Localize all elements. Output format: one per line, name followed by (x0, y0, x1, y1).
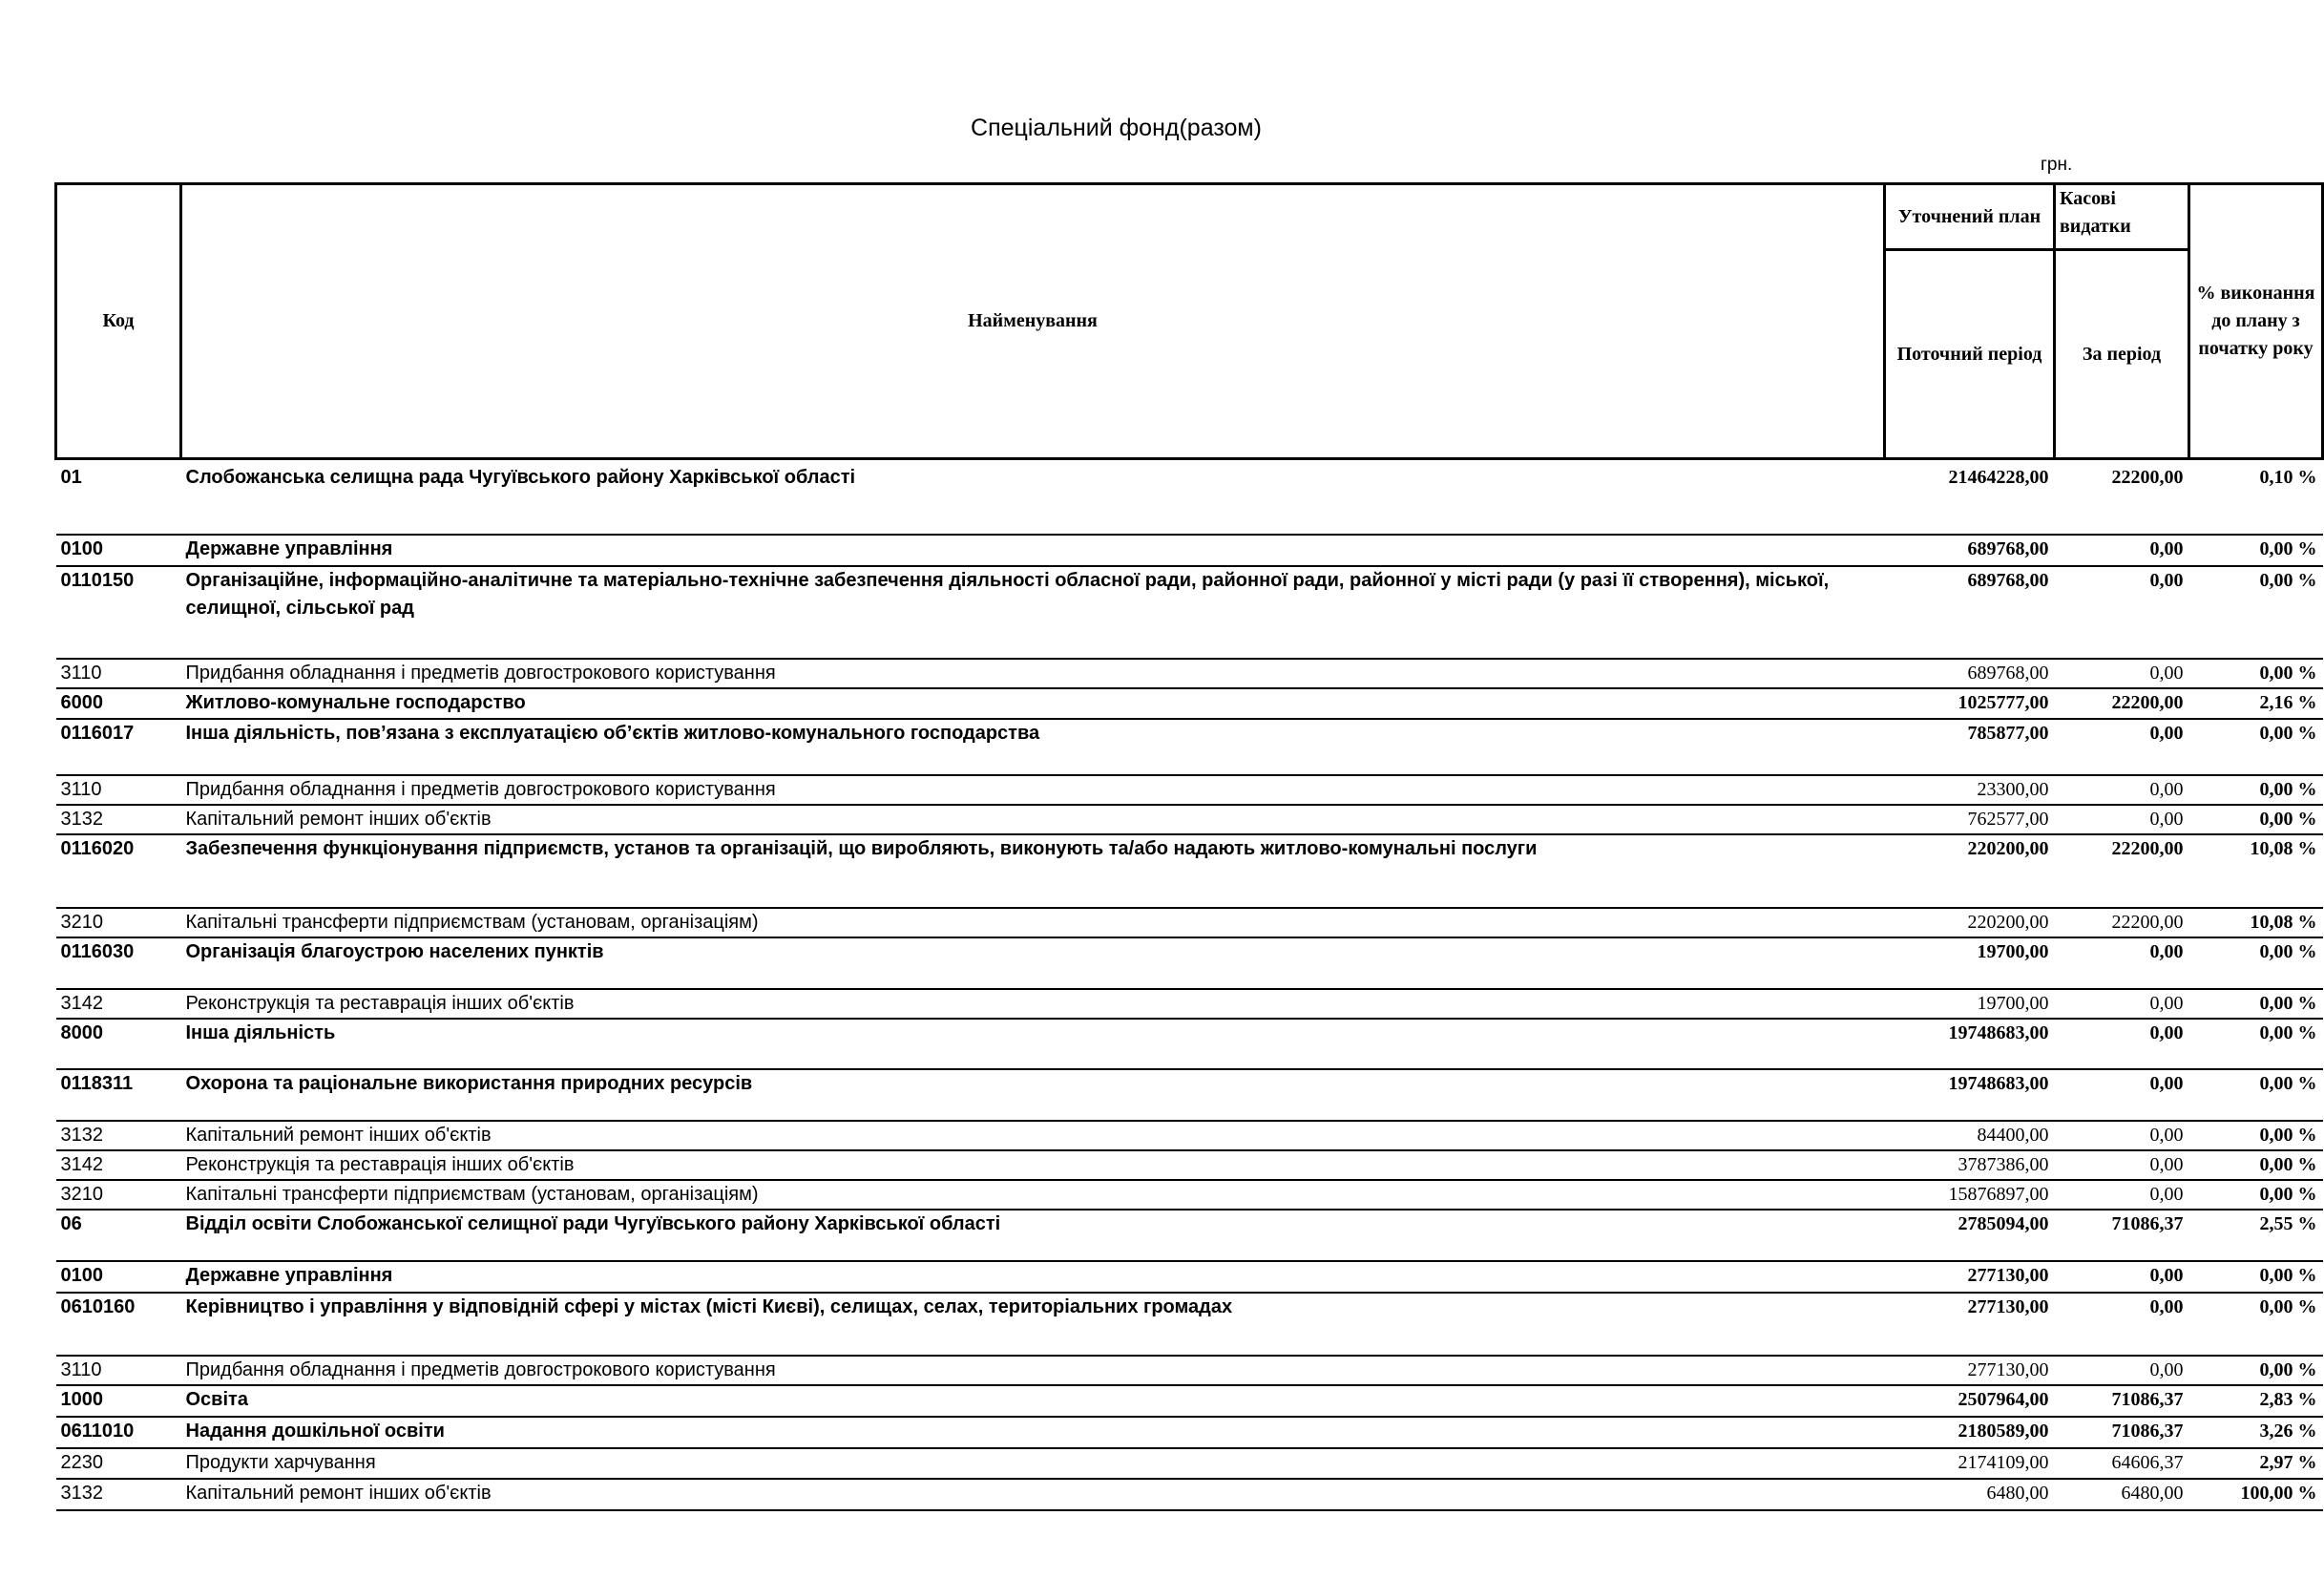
header-cash: Касові видатки (2055, 184, 2189, 250)
table-row (56, 659, 2323, 688)
row-name: Інша діяльність, пов’язана з експлуатацією об’єктів житлово-комунального господарства (181, 719, 1885, 775)
row-percent: 100,00 % (2189, 1479, 2323, 1510)
row-percent: 0,00 % (2189, 719, 2323, 775)
table-row (56, 1019, 2323, 1069)
table-row (56, 1121, 2323, 1150)
row-actual: 71086,37 (2055, 1210, 2189, 1261)
row-actual: 22200,00 (2055, 688, 2189, 719)
row-name: Капітальний ремонт інших об'єктів (181, 1121, 1885, 1150)
table-row (56, 566, 2323, 659)
row-percent: 0,00 % (2189, 1121, 2323, 1150)
row-plan: 277130,00 (1885, 1293, 2055, 1356)
row-actual: 0,00 (2055, 566, 2189, 659)
row-plan: 220200,00 (1885, 908, 2055, 937)
row-percent: 0,00 % (2189, 535, 2323, 566)
row-code: 0110150 (56, 566, 181, 659)
row-name: Реконструкція та реставрація інших об'єктів (181, 989, 1885, 1019)
row-code: 0611010 (56, 1417, 181, 1448)
row-actual: 0,00 (2055, 1261, 2189, 1293)
row-code: 01 (56, 459, 181, 535)
row-percent: 0,00 % (2189, 1069, 2323, 1121)
table-body (56, 459, 2323, 1510)
row-percent: 2,55 % (2189, 1210, 2323, 1261)
header-current-period: Поточний період (1885, 250, 2055, 459)
row-code: 3132 (56, 1121, 181, 1150)
row-actual: 0,00 (2055, 535, 2189, 566)
row-code: 1000 (56, 1385, 181, 1417)
row-name: Організація благоустрою населених пунктів (181, 937, 1885, 989)
row-code: 0116020 (56, 834, 181, 908)
table-row (56, 688, 2323, 719)
header-percent: % виконання до плану з початку року (2189, 184, 2323, 459)
row-actual: 0,00 (2055, 775, 2189, 805)
row-plan: 689768,00 (1885, 535, 2055, 566)
row-code: 0116030 (56, 937, 181, 989)
table-row (56, 805, 2323, 834)
row-name: Державне управління (181, 1261, 1885, 1293)
row-plan: 785877,00 (1885, 719, 2055, 775)
table-row (56, 1150, 2323, 1180)
row-percent: 0,00 % (2189, 659, 2323, 688)
row-percent: 3,26 % (2189, 1417, 2323, 1448)
row-code: 0116017 (56, 719, 181, 775)
row-plan: 84400,00 (1885, 1121, 2055, 1150)
row-percent: 10,08 % (2189, 834, 2323, 908)
table-row (56, 459, 2323, 535)
row-actual: 22200,00 (2055, 908, 2189, 937)
row-percent: 0,00 % (2189, 1019, 2323, 1069)
row-actual: 0,00 (2055, 1121, 2189, 1150)
row-plan: 3787386,00 (1885, 1150, 2055, 1180)
row-name: Організаційне, інформаційно-аналітичне та матеріально-технічне забезпечення діяльності обласної ради, районної ради, районної у місті ради (у разі її створення), міської, селищної, сільської рад (181, 566, 1885, 659)
table-header (56, 184, 2323, 459)
row-name: Надання дошкільної освіти (181, 1417, 1885, 1448)
row-percent: 0,00 % (2189, 1150, 2323, 1180)
header-for-period: За період (2055, 250, 2189, 459)
table-row (56, 1261, 2323, 1293)
row-code: 3110 (56, 1356, 181, 1385)
row-actual: 64606,37 (2055, 1448, 2189, 1479)
row-plan: 689768,00 (1885, 659, 2055, 688)
header-plan: Уточнений план (1885, 184, 2055, 250)
row-actual: 22200,00 (2055, 834, 2189, 908)
row-code: 0100 (56, 535, 181, 566)
table-row (56, 1293, 2323, 1356)
row-plan: 277130,00 (1885, 1356, 2055, 1385)
row-name: Інша діяльність (181, 1019, 1885, 1069)
row-code: 06 (56, 1210, 181, 1261)
row-percent: 0,00 % (2189, 989, 2323, 1019)
row-name: Придбання обладнання і предметів довгострокового користування (181, 1356, 1885, 1385)
row-plan: 277130,00 (1885, 1261, 2055, 1293)
table-row (56, 937, 2323, 989)
row-plan: 15876897,00 (1885, 1180, 2055, 1210)
table-row (56, 1356, 2323, 1385)
row-percent: 0,00 % (2189, 805, 2323, 834)
row-code: 3110 (56, 659, 181, 688)
row-actual: 71086,37 (2055, 1385, 2189, 1417)
table-row (56, 989, 2323, 1019)
row-percent: 0,00 % (2189, 1356, 2323, 1385)
row-code: 3210 (56, 908, 181, 937)
table-row (56, 719, 2323, 775)
row-name: Освіта (181, 1385, 1885, 1417)
row-code: 0610160 (56, 1293, 181, 1356)
row-plan: 6480,00 (1885, 1479, 2055, 1510)
row-percent: 0,00 % (2189, 1261, 2323, 1293)
row-name: Продукти харчування (181, 1448, 1885, 1479)
row-plan: 1025777,00 (1885, 688, 2055, 719)
table-row (56, 1448, 2323, 1479)
row-plan: 762577,00 (1885, 805, 2055, 834)
table-row (56, 1069, 2323, 1121)
table-row (56, 1385, 2323, 1417)
row-code: 3110 (56, 775, 181, 805)
row-name: Охорона та раціональне використання природних ресурсів (181, 1069, 1885, 1121)
row-percent: 0,10 % (2189, 459, 2323, 535)
table-row (56, 1210, 2323, 1261)
row-actual: 0,00 (2055, 1180, 2189, 1210)
row-actual: 0,00 (2055, 719, 2189, 775)
row-plan: 19700,00 (1885, 937, 2055, 989)
row-actual: 0,00 (2055, 989, 2189, 1019)
table-row (56, 908, 2323, 937)
header-code: Код (56, 184, 181, 459)
table-row (56, 834, 2323, 908)
row-actual: 0,00 (2055, 805, 2189, 834)
row-actual: 22200,00 (2055, 459, 2189, 535)
row-name: Державне управління (181, 535, 1885, 566)
row-plan: 689768,00 (1885, 566, 2055, 659)
row-actual: 0,00 (2055, 937, 2189, 989)
table-row (56, 1417, 2323, 1448)
row-name: Житлово-комунальне господарство (181, 688, 1885, 719)
row-code: 3142 (56, 989, 181, 1019)
row-plan: 2180589,00 (1885, 1417, 2055, 1448)
row-code: 6000 (56, 688, 181, 719)
row-plan: 2174109,00 (1885, 1448, 2055, 1479)
row-name: Придбання обладнання і предметів довгострокового користування (181, 775, 1885, 805)
row-name: Капітальні трансферти підприємствам (установам, організаціям) (181, 1180, 1885, 1210)
row-name: Відділ освіти Слобожанської селищної ради Чугуївського району Харківської області (181, 1210, 1885, 1261)
row-code: 3132 (56, 1479, 181, 1510)
row-code: 3142 (56, 1150, 181, 1180)
row-actual: 0,00 (2055, 1293, 2189, 1356)
row-name: Реконструкція та реставрація інших об'єктів (181, 1150, 1885, 1180)
page-title: Спеціальний фонд(разом) (971, 115, 1262, 141)
row-actual: 0,00 (2055, 1356, 2189, 1385)
row-code: 2230 (56, 1448, 181, 1479)
row-name: Керівництво і управління у відповідній сфері у містах (місті Києві), селищах, селах, територіальних громадах (181, 1293, 1885, 1356)
table-row (56, 775, 2323, 805)
row-plan: 19748683,00 (1885, 1019, 2055, 1069)
currency-unit: грн. (2041, 155, 2073, 175)
row-name: Слобожанська селищна рада Чугуївського району Харківської області (181, 459, 1885, 535)
row-plan: 19748683,00 (1885, 1069, 2055, 1121)
row-code: 8000 (56, 1019, 181, 1069)
table-row (56, 535, 2323, 566)
row-actual: 6480,00 (2055, 1479, 2189, 1510)
row-name: Капітальні трансферти підприємствам (установам, організаціям) (181, 908, 1885, 937)
row-plan: 23300,00 (1885, 775, 2055, 805)
row-name: Капітальний ремонт інших об'єктів (181, 805, 1885, 834)
row-actual: 0,00 (2055, 1150, 2189, 1180)
row-actual: 0,00 (2055, 1069, 2189, 1121)
row-plan: 220200,00 (1885, 834, 2055, 908)
row-plan: 2785094,00 (1885, 1210, 2055, 1261)
table-row (56, 1479, 2323, 1510)
row-code: 3210 (56, 1180, 181, 1210)
row-plan: 21464228,00 (1885, 459, 2055, 535)
row-code: 0118311 (56, 1069, 181, 1121)
row-actual: 0,00 (2055, 659, 2189, 688)
row-percent: 10,08 % (2189, 908, 2323, 937)
row-actual: 71086,37 (2055, 1417, 2189, 1448)
row-name: Придбання обладнання і предметів довгострокового користування (181, 659, 1885, 688)
row-name: Забезпечення функціонування підприємств, установ та організацій, що виробляють, виконують та/або надають житлово-комунальні послуги (181, 834, 1885, 908)
row-percent: 2,16 % (2189, 688, 2323, 719)
row-percent: 2,97 % (2189, 1448, 2323, 1479)
row-percent: 0,00 % (2189, 775, 2323, 805)
row-name: Капітальний ремонт інших об'єктів (181, 1479, 1885, 1510)
header-name: Найменування (181, 184, 1885, 459)
row-percent: 2,83 % (2189, 1385, 2323, 1417)
row-plan: 19700,00 (1885, 989, 2055, 1019)
row-percent: 0,00 % (2189, 1180, 2323, 1210)
row-percent: 0,00 % (2189, 1293, 2323, 1356)
budget-table (54, 182, 2324, 1511)
row-code: 0100 (56, 1261, 181, 1293)
row-code: 3132 (56, 805, 181, 834)
row-plan: 2507964,00 (1885, 1385, 2055, 1417)
row-percent: 0,00 % (2189, 566, 2323, 659)
row-actual: 0,00 (2055, 1019, 2189, 1069)
row-percent: 0,00 % (2189, 937, 2323, 989)
table-row (56, 1180, 2323, 1210)
